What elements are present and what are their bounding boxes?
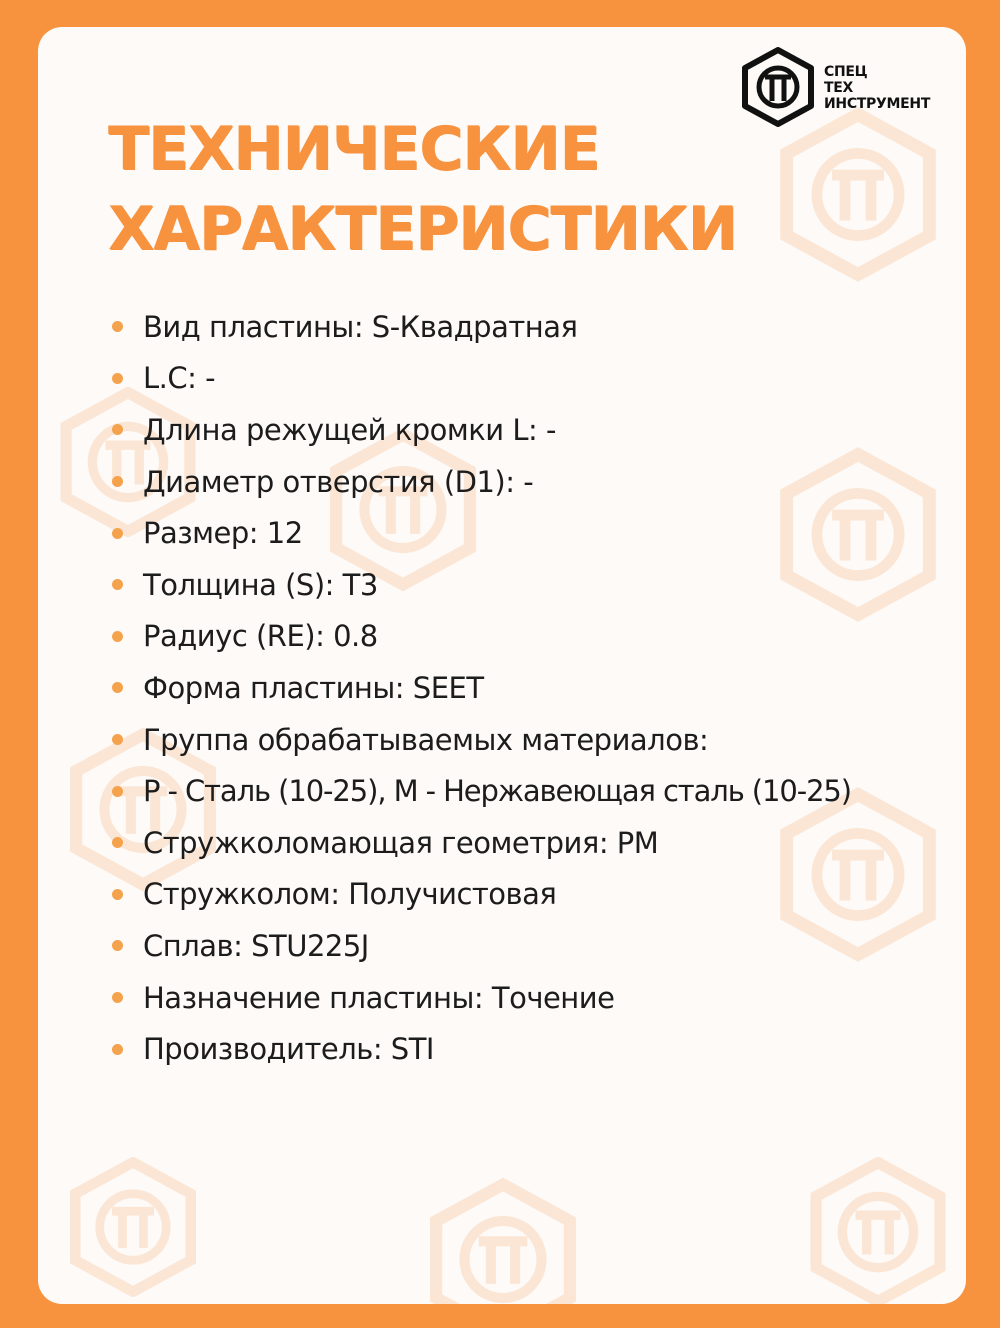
- brand-line-2: ТЕХ: [824, 80, 854, 96]
- spec-list: [108, 301, 851, 1075]
- spec-text: Длина режущей кромки L: -: [143, 412, 556, 447]
- spec-item: [108, 714, 851, 766]
- spec-text: Толщина (S): T3: [143, 567, 378, 602]
- spec-item: [108, 301, 851, 353]
- spec-text: Сплав: STU225J: [143, 928, 369, 963]
- spec-item: [108, 353, 851, 405]
- watermark-logo-icon: [778, 107, 938, 282]
- bullet-icon: [112, 1044, 123, 1055]
- bullet-icon: [112, 734, 123, 745]
- bullet-icon: [112, 837, 123, 848]
- spec-text: Вид пластины: S-Квадратная: [143, 309, 578, 344]
- watermark-logo-icon: [808, 1157, 948, 1304]
- spec-text: Радиус (RE): 0.8: [143, 619, 378, 654]
- title-line-2: ХАРАКТЕРИСТИКИ: [108, 194, 737, 264]
- spec-item: [108, 404, 851, 456]
- page-title: [108, 109, 737, 269]
- brand-line-3: ИНСТРУМЕНТ: [824, 96, 931, 112]
- bullet-icon: [112, 321, 123, 332]
- bullet-icon: [112, 579, 123, 590]
- spec-text: Группа обрабатываемых материалов:: [143, 722, 709, 757]
- spec-text: P - Сталь (10-25), M - Нержавеющая сталь (10-25): [143, 774, 851, 809]
- spec-item: [108, 662, 851, 714]
- spec-text: Стружколом: Получистовая: [143, 877, 557, 912]
- bullet-icon: [112, 786, 123, 797]
- spec-text: Стружколомающая геометрия: PM: [143, 825, 659, 860]
- spec-item: [108, 972, 851, 1024]
- bullet-icon: [112, 424, 123, 435]
- bullet-icon: [112, 889, 123, 900]
- spec-text: Назначение пластины: Точение: [143, 980, 615, 1015]
- spec-item: [108, 559, 851, 611]
- spec-text: L.C: -: [143, 361, 216, 396]
- spec-item: [108, 1023, 851, 1075]
- bullet-icon: [112, 476, 123, 487]
- spec-text: Диаметр отверстия (D1): -: [143, 464, 534, 499]
- title-line-1: ТЕХНИЧЕСКИЕ: [108, 114, 600, 184]
- spec-item: [108, 611, 851, 663]
- spec-item: [108, 869, 851, 921]
- spec-item: [108, 920, 851, 972]
- bullet-icon: [112, 631, 123, 642]
- brand-logo-icon: [741, 47, 815, 127]
- spec-text: Производитель: STI: [143, 1032, 434, 1067]
- bullet-icon: [112, 992, 123, 1003]
- spec-item: [108, 507, 851, 559]
- brand-logo: [741, 47, 931, 127]
- brand-line-1: СПЕЦ: [824, 64, 868, 80]
- spec-text: Размер: 12: [143, 516, 303, 551]
- bullet-icon: [112, 682, 123, 693]
- spec-item: [108, 456, 851, 508]
- watermark-logo-icon: [428, 1177, 578, 1304]
- bullet-icon: [112, 373, 123, 384]
- bullet-icon: [112, 528, 123, 539]
- brand-name: [824, 64, 930, 112]
- spec-item: [108, 817, 851, 869]
- watermark-logo-icon: [68, 1157, 198, 1297]
- spec-text: Форма пластины: SEET: [143, 670, 484, 705]
- bullet-icon: [112, 940, 123, 951]
- spec-item: [108, 765, 851, 817]
- spec-card: [38, 27, 966, 1304]
